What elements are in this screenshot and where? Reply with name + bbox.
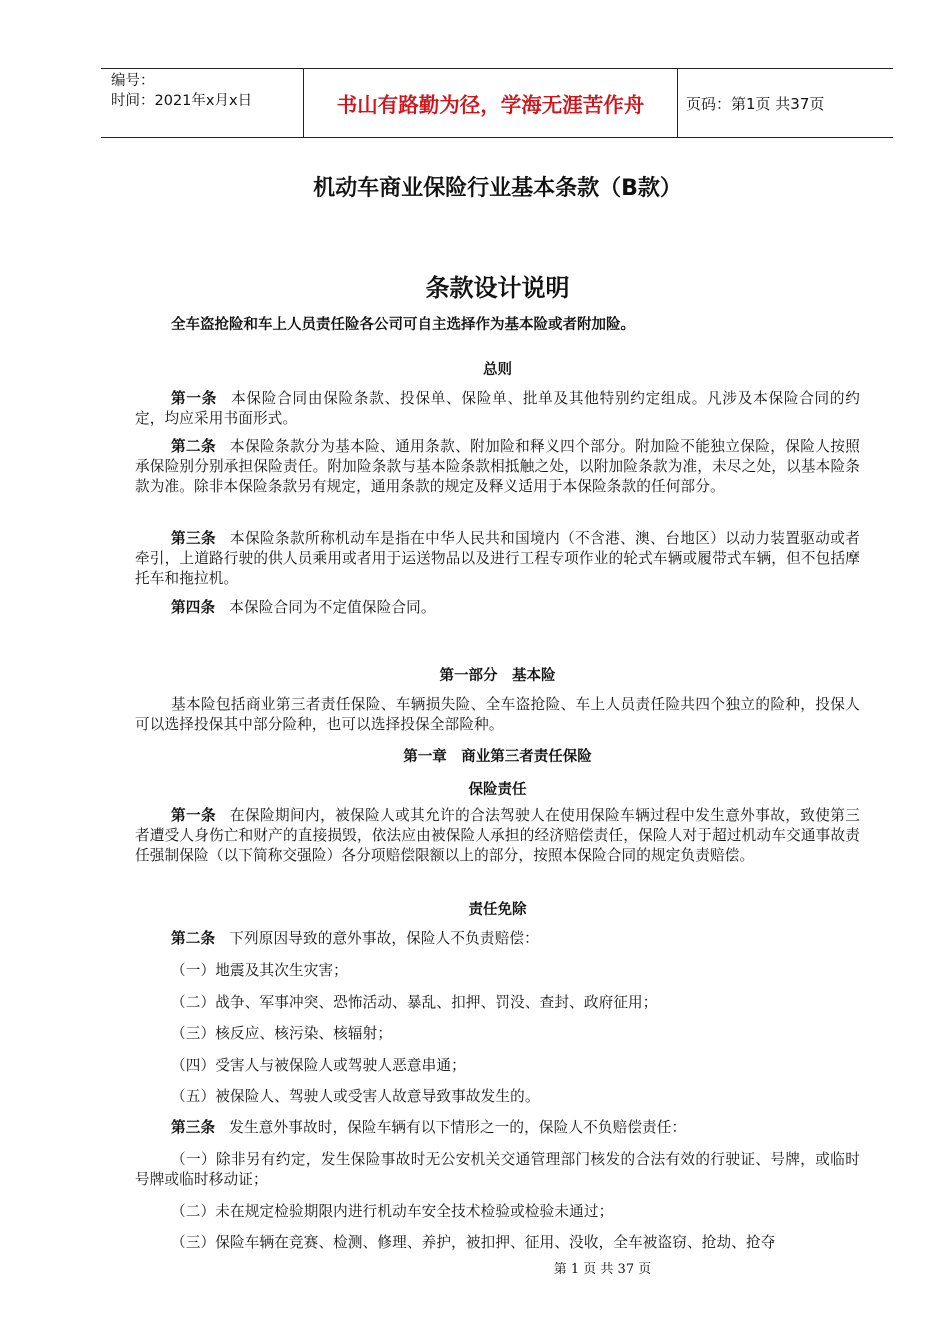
document-title: 机动车商业保险行业基本条款（B款） — [313, 176, 682, 201]
article-3 — [135, 529, 860, 589]
article-1 — [135, 389, 860, 429]
heading-liability: 保险责任 — [468, 782, 527, 798]
article-2 — [135, 437, 860, 497]
article-4 — [135, 598, 860, 618]
part-1-text: 基本险包括商业第三者责任保险、车辆损失险、全车盗抢险、车上人员责任险共四个独立的险种，投保人可以选择投保其中部分险种，也可以选择投保全部险种。 — [135, 696, 860, 733]
section-title: 条款设计说明 — [425, 274, 570, 302]
chapter-article-3-text: 发生意外事故时，保险车辆有以下情形之一的，保险人不负赔偿责任： — [229, 1119, 687, 1136]
chapter-article-2-text: 下列原因导致的意外事故，保险人不负责赔偿： — [229, 930, 539, 947]
exemption-item: （四）受害人与被保险人或驾驶人恶意串通； — [171, 1057, 466, 1074]
chapter-article-1-text: 在保险期间内，被保险人或其允许的合法驾驶人在使用保险车辆过程中发生意外事故，致使第三者遭受人身伤亡和财产的直接损毁，依法应由被保险人承担的经济赔偿责任，保险人对于超过机动车交通事故责任强制保险（以下简称交强险）各分项赔偿限额以上的部分，按照本保险合同的规定负责赔偿。 — [135, 807, 861, 864]
chapter-article-2 — [135, 929, 860, 949]
document-header — [101, 68, 893, 138]
design-note: 全车盗抢险和车上人员责任险各公司可自主选择作为基本险或者附加险。 — [171, 317, 635, 333]
chapter-article-2-lead: 第二条 — [171, 930, 216, 947]
exemption-item: （一）地震及其次生灾害； — [171, 962, 348, 979]
heading-part-1: 第一部分 基本险 — [439, 668, 556, 684]
time-label: 时间：2021年x月x日 — [111, 93, 253, 109]
chapter-article-1-lead: 第一条 — [171, 807, 217, 824]
header-meta — [101, 69, 304, 137]
article-1-lead: 第一条 — [171, 390, 218, 407]
article-4-text: 本保险合同为不定值保险合同。 — [229, 599, 436, 616]
article-3-lead: 第三条 — [171, 530, 217, 547]
number-label: 编号： — [111, 73, 155, 89]
chapter-article-3-lead: 第三条 — [171, 1119, 216, 1136]
article-2-text: 本保险条款分为基本险、通用条款、附加险和释义四个部分。附加险不能独立保险，保险人按照承保险别分别承担保险责任。附加险条款与基本险条款相抵触之处，以附加险条款为准，未尽之处，以基本险条款为准。除非本保险条款另有规定，通用条款的规定及释义适用于本保险条款的任何部分。 — [135, 438, 861, 495]
chapter-article-3 — [135, 1118, 860, 1138]
article-3-text: 本保险条款所称机动车是指在中华人民共和国境内（不含港、澳、台地区）以动力装置驱动或者牵引，上道路行驶的供人员乘用或者用于运送物品以及进行工程专项作业的轮式车辆或履带式车辆，但不包括摩托车和拖拉机。 — [135, 530, 861, 587]
condition-item: （一）除非另有约定，发生保险事故时无公安机关交通管理部门核发的合法有效的行驶证、号牌，或临时号牌或临时移动证； — [135, 1151, 860, 1188]
heading-general: 总则 — [483, 362, 512, 378]
header-page-label: 页码：第1页 共37页 — [686, 94, 825, 113]
exemption-item: （三）核反应、核污染、核辐射； — [171, 1025, 393, 1042]
heading-chapter-1: 第一章 商业第三者责任保险 — [403, 749, 592, 765]
article-1-text: 本保险合同由保险条款、投保单、保险单、批单及其他特别约定组成。凡涉及本保险合同的约定，均应采用书面形式。 — [135, 390, 861, 427]
article-2-lead: 第二条 — [171, 438, 217, 455]
chapter-article-1 — [135, 806, 860, 866]
condition-item: （二）未在规定检验期限内进行机动车安全技术检验或检验未通过； — [171, 1203, 614, 1220]
condition-item: （三）保险车辆在竞赛、检测、修理、养护，被扣押、征用、没收，全车被盗窃、抢劫、抢夺 — [171, 1234, 776, 1251]
article-4-lead: 第四条 — [171, 599, 216, 616]
exemption-item: （二）战争、军事冲突、恐怖活动、暴乱、扣押、罚没、查封、政府征用； — [171, 994, 658, 1011]
header-motto: 书山有路勤为径，学海无涯苦作舟 — [304, 69, 678, 137]
heading-exemption: 责任免除 — [468, 902, 527, 918]
page-footer: 第 1 页 共 37 页 — [553, 1262, 652, 1277]
exemption-item: （五）被保险人、驾驶人或受害人故意导致事故发生的。 — [171, 1088, 540, 1105]
